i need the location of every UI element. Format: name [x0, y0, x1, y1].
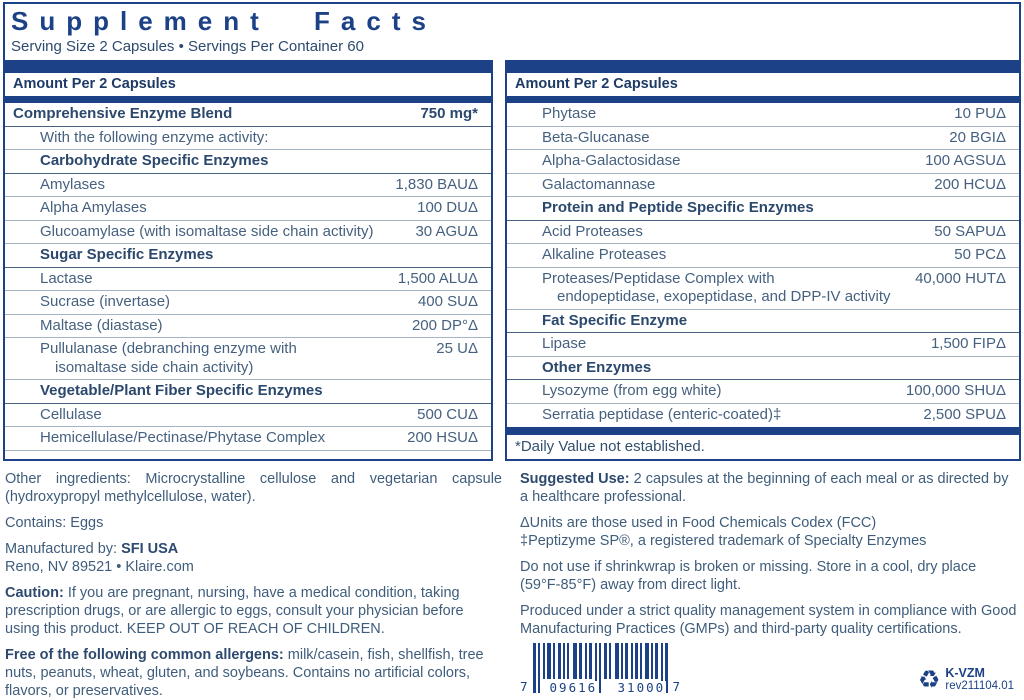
- row-label: Hemicellulase/Pectinase/Phytase Complex: [40, 429, 326, 446]
- divider-bar: [507, 60, 1019, 73]
- barcode-bar: [553, 643, 555, 679]
- table-row: [507, 244, 1019, 268]
- upc-barcode-bars: [533, 643, 668, 693]
- barcode-bar: [558, 643, 561, 679]
- row-label: Cellulase: [40, 405, 102, 423]
- row-label: Alkaline Proteases: [542, 246, 667, 263]
- barcode-bar: [655, 643, 658, 679]
- row-value: 500 CUΔ: [417, 405, 478, 423]
- gmp-note: Produced under a strict quality management system in compliance with Good Manufacturing Practices (GMPs) and third-party quality certifications.: [520, 603, 1017, 637]
- revision-number: rev211104.01: [945, 680, 1014, 692]
- table-rows-right: [507, 103, 1019, 426]
- row-label: Protein and Peptide Specific Enzymes: [542, 199, 814, 216]
- caution-label: Caution:: [5, 585, 64, 601]
- barcode-bar: [625, 643, 628, 679]
- barcode-bar: [645, 643, 649, 679]
- barcode-bar: [640, 643, 642, 679]
- daily-value-footnote: *Daily Value not established.: [515, 438, 705, 455]
- table-rows-left: [5, 103, 491, 451]
- trademark-note: ‡Peptizyme SP®, a registered trademark of Specialty Enzymes: [520, 533, 927, 549]
- table-row: [5, 315, 491, 339]
- barcode-bar: [547, 643, 551, 679]
- row-value: 25 UΔ: [436, 340, 478, 357]
- table-row: [5, 103, 491, 127]
- manufactured-by-label: Manufactured by:: [5, 541, 122, 557]
- serving-info: Serving Size 2 Capsules • Servings Per Container 60: [11, 38, 364, 55]
- table-row: [507, 221, 1019, 245]
- barcode-bar: [585, 643, 587, 679]
- manufacturer-name: SFI USA: [121, 541, 179, 557]
- info-left-column: [5, 466, 502, 700]
- row-value: 30 AGUΔ: [415, 222, 478, 240]
- row-label: Lipase: [542, 335, 587, 352]
- row-label: Glucoamylase (with isomaltase side chain activity): [40, 222, 374, 240]
- row-value: 40,000 HUTΔ: [915, 269, 1006, 287]
- barcode-bar: [631, 643, 633, 679]
- row-label: Acid Proteases: [542, 222, 643, 240]
- row-value: 100 AGSUΔ: [925, 152, 1006, 169]
- barcode-bar: [589, 643, 592, 679]
- table-row: [5, 427, 491, 451]
- table-row: [507, 103, 1019, 127]
- row-label: Maltase (diastase): [40, 316, 163, 334]
- table-row: [5, 244, 491, 268]
- row-value: 10 PUΔ: [954, 105, 1006, 122]
- divider-bar: [507, 427, 1019, 435]
- table-row: [507, 333, 1019, 357]
- enzyme-table-right: [505, 60, 1019, 461]
- table-row: [507, 150, 1019, 174]
- upc-barcode: [520, 643, 680, 693]
- row-label: Comprehensive Enzyme Blend: [13, 105, 233, 122]
- row-value: 1,500 ALUΔ: [397, 269, 478, 287]
- table-row: [5, 174, 491, 198]
- row-label: Beta-Glucanase: [542, 128, 650, 146]
- row-value: 750 mg*: [420, 105, 478, 122]
- row-label: Sugar Specific Enzymes: [40, 246, 214, 263]
- row-value: 20 BGIΔ: [949, 128, 1006, 146]
- row-label: Vegetable/Plant Fiber Specific Enzymes: [40, 382, 323, 399]
- row-value: 200 HSUΔ: [407, 429, 478, 446]
- info-section: [0, 461, 1024, 700]
- table-row: [5, 338, 491, 380]
- table-row: [5, 127, 491, 151]
- row-label: Serratia peptidase (enteric-coated)‡: [542, 405, 782, 423]
- suggested-use-body: 2 capsules at the beginning of each meal or as directed by a healthcare professional.: [520, 471, 1009, 505]
- suggested-use-label: Suggested Use:: [520, 471, 630, 487]
- row-label: Other Enzymes: [542, 358, 652, 376]
- barcode-bar: [533, 643, 536, 693]
- manufacturer-text: [5, 540, 502, 558]
- row-label: Sucrase (invertase): [40, 293, 171, 310]
- table-row: [507, 380, 1019, 404]
- barcode-bar: [651, 643, 653, 679]
- barcode-bar: [604, 643, 607, 679]
- storage-note: Do not use if shrinkwrap is broken or missing. Store in a cool, dry place (59°F-85°F) away from direct light.: [520, 559, 977, 593]
- table-row: [5, 268, 491, 292]
- row-value: 100,000 SHUΔ: [905, 382, 1006, 399]
- info-right-column: [520, 466, 1018, 700]
- units-note: ΔUnits are those used in Food Chemicals Codex (FCC): [520, 515, 877, 531]
- enzyme-tables: [5, 60, 1019, 461]
- barcode-bar: [567, 643, 569, 679]
- barcode-digits-group2: 31000: [617, 680, 666, 695]
- row-value: 400 SUΔ: [417, 293, 478, 310]
- row-value: 1,500 FIPΔ: [930, 335, 1006, 352]
- row-value: 100 DUΔ: [417, 199, 478, 216]
- row-label: Alpha Amylases: [40, 199, 147, 216]
- barcode-left-digit: 7: [520, 679, 528, 694]
- table-row: [5, 150, 491, 174]
- suggested-use-text: [520, 470, 1018, 506]
- barcode-bar: [543, 643, 545, 679]
- contains-text: Contains: Eggs: [5, 515, 104, 531]
- table-row: [507, 174, 1019, 198]
- row-value: 2,500 SPUΔ: [923, 405, 1006, 423]
- allergens-label: Free of the following common allergens:: [5, 647, 284, 663]
- row-label: Lactase: [40, 269, 93, 287]
- row-label: Galactomannase: [542, 175, 656, 193]
- barcode-bar: [621, 643, 623, 679]
- table-row: [5, 291, 491, 315]
- barcode-bar: [573, 643, 577, 679]
- supplement-facts-panel: [3, 2, 1021, 461]
- recycle-icon: ♻: [917, 665, 941, 694]
- table-row: [5, 221, 491, 245]
- divider-bar: [5, 60, 491, 73]
- row-label: Carbohydrate Specific Enzymes: [40, 152, 269, 169]
- row-label: Amylases: [40, 175, 106, 193]
- barcode-bar: [599, 643, 601, 693]
- row-value: 50 SAPUΔ: [934, 222, 1006, 240]
- other-ingredients-text: Other ingredients: Microcrystalline cellulose and vegetarian capsule (hydroxypropyl methylcellulose, water).: [5, 471, 502, 505]
- row-value: 200 DP°Δ: [411, 316, 478, 334]
- table-row: [507, 404, 1019, 427]
- divider-bar: [507, 96, 1019, 103]
- product-code-block: [918, 666, 1014, 693]
- column-header-right: Amount Per 2 Capsules: [515, 76, 678, 92]
- row-value: 200 HCUΔ: [934, 175, 1006, 193]
- barcode-bar: [635, 643, 638, 679]
- caution-body: If you are pregnant, nursing, have a medical condition, taking prescription drugs, or are allergic to eggs, consult your physician before using this product. KEEP OUT OF REACH OF CHILDREN.: [5, 585, 464, 637]
- allergens-body: milk/casein, fish, shellfish, tree nuts, peanuts, wheat, gluten, and soybeans. Contains no artificial colors, flavors, or preservatives.: [5, 647, 484, 699]
- table-row: [507, 197, 1019, 221]
- table-row: [507, 357, 1019, 381]
- barcode-right-digit: 7: [672, 679, 681, 694]
- row-label: Fat Specific Enzyme: [542, 311, 688, 329]
- row-label: Pullulanase (debranching enzyme with isomaltase side chain activity): [40, 340, 297, 376]
- table-row: [507, 268, 1019, 310]
- row-label: With the following enzyme activity:: [40, 128, 269, 146]
- table-row: [507, 310, 1019, 334]
- enzyme-table-left: [5, 60, 493, 461]
- allergens-text: [5, 646, 502, 700]
- barcode-bar: [609, 643, 611, 679]
- row-value: 1,830 BAUΔ: [395, 175, 478, 193]
- barcode-footer-row: [520, 643, 1018, 693]
- table-row: [507, 127, 1019, 151]
- row-label: Proteases/Peptidase Complex with endopeptidase, exopeptidase, and DPP-IV activity: [542, 269, 891, 305]
- barcode-bar: [579, 643, 582, 679]
- product-code: K-VZM: [945, 666, 985, 680]
- row-label: Phytase: [542, 105, 597, 122]
- row-label: Alpha-Galactosidase: [542, 152, 681, 169]
- manufacturer-address: Reno, NV 89521 • Klaire.com: [5, 559, 194, 575]
- barcode-bar: [563, 643, 565, 679]
- barcode-bar: [615, 643, 619, 679]
- table-row: [5, 380, 491, 404]
- barcode-digits-group1: 09616: [549, 680, 598, 695]
- column-header-left: Amount Per 2 Capsules: [13, 76, 176, 92]
- table-row: [5, 404, 491, 428]
- row-label: Lysozyme (from egg white): [542, 382, 722, 399]
- divider-bar: [5, 96, 491, 103]
- panel-header: [5, 4, 1019, 60]
- row-value: 50 PCΔ: [954, 246, 1006, 263]
- barcode-bar: [538, 643, 540, 693]
- caution-text: [5, 584, 502, 638]
- supplement-facts-title: Supplement Facts: [11, 6, 437, 36]
- table-row: [5, 197, 491, 221]
